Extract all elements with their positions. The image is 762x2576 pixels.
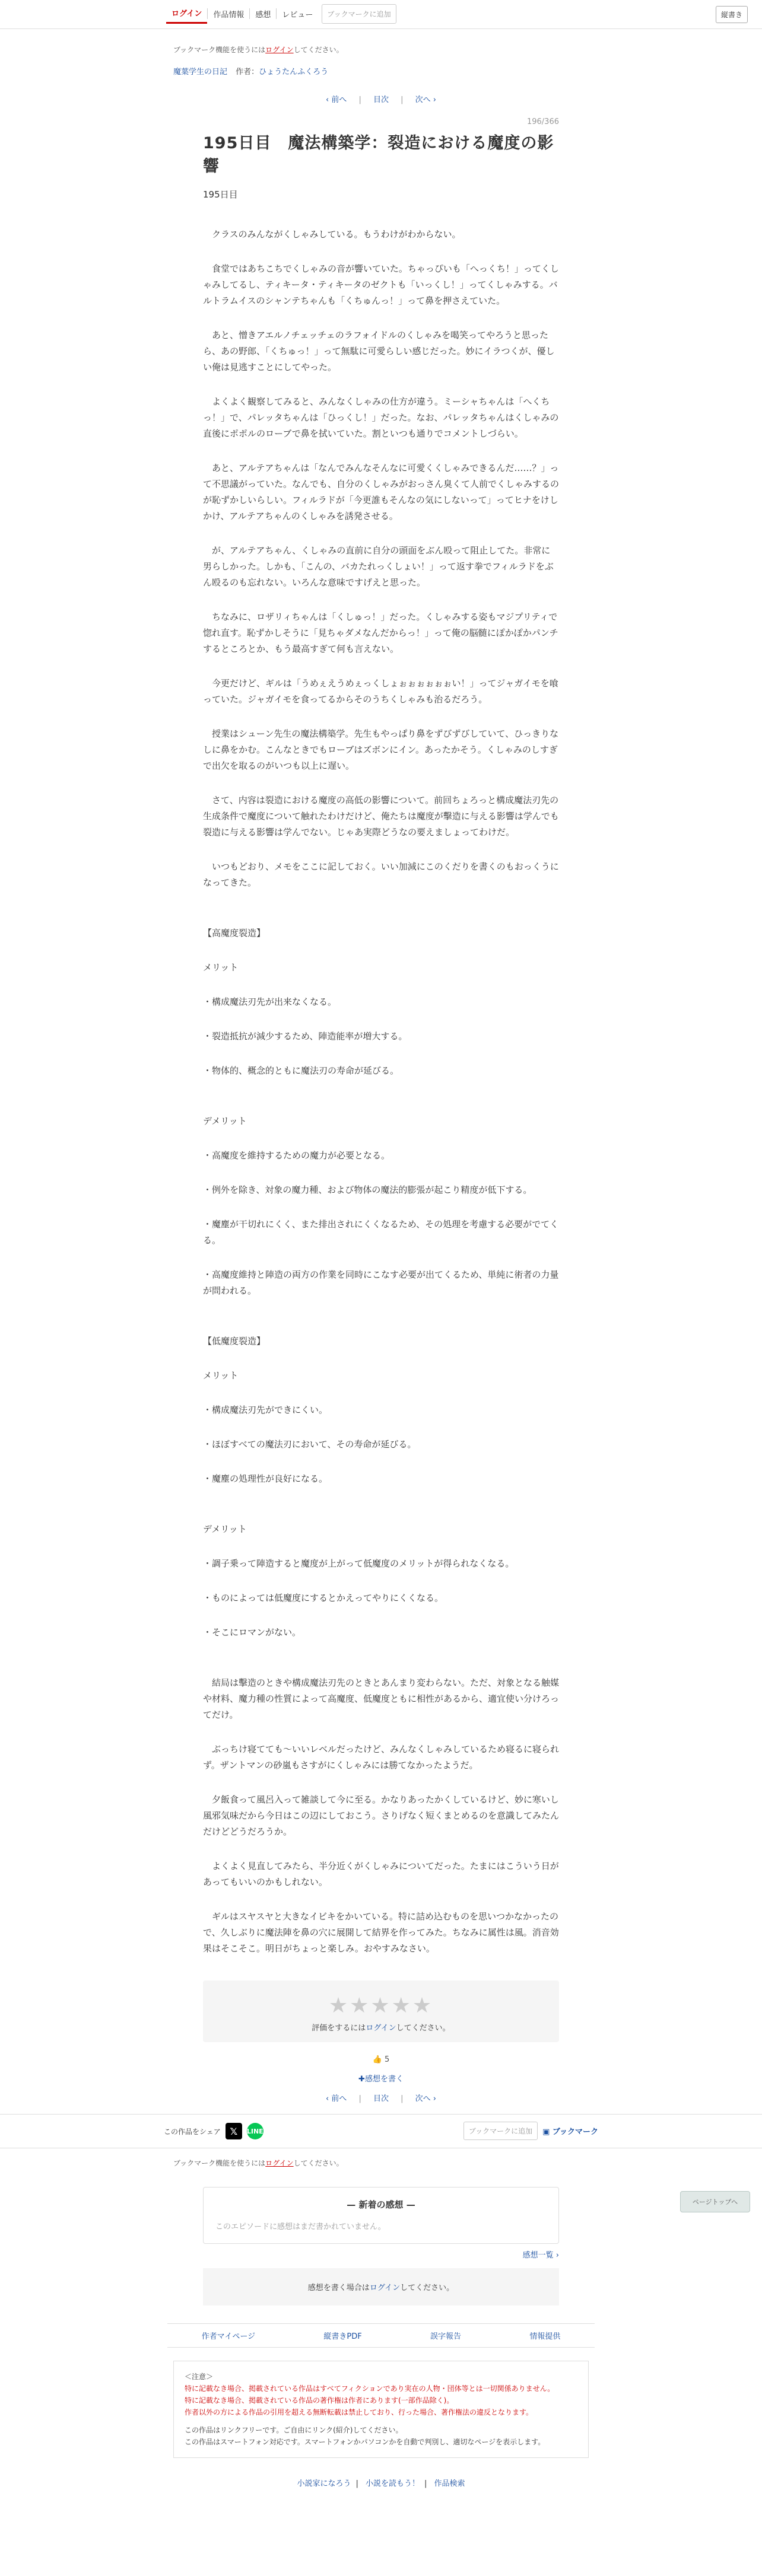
series-info (173, 65, 589, 77)
rating-box (203, 1980, 559, 2042)
body-paragraph: ・高魔度を維持するための魔力が必要となる。 (203, 1150, 390, 1161)
note-text: 感想を書く場合は (307, 2284, 370, 2292)
write-review-link[interactable]: ✚感想を書く (358, 2075, 404, 2084)
notice-line: この作品はスマートフォン対応です。スマートフォンかパソコンかを自動で判別し、適切なページを表示します。 (185, 2438, 545, 2446)
vertical-pdf-link[interactable]: 縦書きPDF (323, 2332, 362, 2341)
episode-body (203, 227, 559, 1957)
thumbs-up-icon: 👍 (372, 2055, 382, 2064)
next-link[interactable]: 次へ › (415, 2094, 437, 2103)
bookmark-login-note (173, 2158, 589, 2168)
note-text: ブックマーク機能を使うには (173, 2159, 266, 2167)
body-paragraph: ・高魔度維持と陣造の両方の作業を同時にこなす必要が出てくるため、単純に術者の力量が問われる。 (203, 1269, 559, 1296)
body-paragraph: 今更だけど、ギルは「うめぇえうめぇっくしょぉぉぉぉぉぉい！」ってジャガイモを喰っていた。ジャガイモを食ってるからそのうちくしゃみも治るだろう。 (203, 678, 558, 705)
body-paragraph: クラスのみんながくしゃみしている。もうわけがわからない。 (203, 229, 461, 240)
body-paragraph: ・構成魔法刃先が出来なくなる。 (203, 996, 337, 1007)
review-link[interactable]: レビュー (282, 10, 313, 20)
divider: | (401, 95, 404, 104)
body-paragraph: ・構成魔法刃先ができにくい。 (203, 1405, 328, 1415)
login-link[interactable]: ログイン (366, 2024, 396, 2033)
divider: | (401, 2094, 404, 2103)
body-paragraph: よくよく観察してみると、みんなくしゃみの仕方が違う。ミーシャちゃんは「へくちっ！」で、パレッタちゃんは「ひっくし！」だった。なお、パレッタちゃんはくしゃみの直後にポポルのローブで鼻を拭いていた。割といつも通りでコメントしづらい。 (203, 396, 559, 439)
impressions-box (203, 2187, 559, 2244)
bookmark-login-note (173, 44, 589, 55)
impressions-title-text: 新着の感想 (358, 2199, 404, 2210)
body-paragraph: ・調子乗って陣造すると魔度が上がって低魔度のメリットが得られなくなる。 (203, 1558, 515, 1569)
notice-line: 特に記載なき場合、掲載されている作品はすべてフィクションであり実在の人物・団体等とは一切関係ありません。 (185, 2384, 555, 2393)
share-bar (0, 2114, 762, 2148)
body-paragraph: ぶっちけ寝てても～いいレベルだったけど、みんなくしゃみしているため寝るに寝られず。ザントマンの砂嵐もさすがにくしゃみには勝てなかったようだ。 (203, 1744, 560, 1771)
note-text: してください。 (293, 2159, 344, 2167)
narou-link[interactable]: 小説家になろう (297, 2479, 351, 2488)
note-text: してください。 (293, 46, 344, 54)
bookmark-label: ブックマーク (552, 2128, 598, 2136)
divider: | (358, 95, 361, 104)
line-share-icon[interactable]: LINE (247, 2123, 263, 2139)
episode-subtitle: 195日目 (203, 189, 238, 200)
body-paragraph: デメリット (203, 1524, 247, 1534)
prev-link[interactable]: ‹ 前へ (325, 95, 347, 104)
body-paragraph: 結局は擊造のときや構成魔法刃先のときとあんまり変わらない。ただ、対象となる触媒や材料、魔力種の性質によって高魔度、低魔度ともに相性があるから、適宜使い分けろってだけ。 (203, 1677, 560, 1720)
page-top-label: ページトップへ (692, 2198, 738, 2206)
body-paragraph: 【高魔度裂造】 (203, 928, 266, 938)
body-paragraph: 食堂ではあちこちでくしゃみの音が響いていた。ちゃっぴいも「へっくち！」ってくしゃみしてるし、ティキータ・ティキータのゼクトも「いっくし！」ってくしゃみする。バルトラムイスのシャンテちゃんも「くちゅんっ！」って鼻を押さえていた。 (203, 263, 559, 306)
body-paragraph: ・物体的、概念的ともに魔法刃の寿命が延びる。 (203, 1065, 399, 1076)
typo-report-link[interactable]: 誤字報告 (430, 2332, 462, 2341)
episode-article (203, 117, 559, 1957)
vertical-writing-button[interactable]: 縦書き (716, 6, 748, 23)
share-label: この作品をシェア (164, 2127, 221, 2136)
pager-top (173, 93, 589, 104)
info-provide-link[interactable]: 情報提供 (529, 2332, 561, 2341)
login-link[interactable]: ログイン (265, 2159, 294, 2167)
x-share-icon[interactable]: 𝕏 (226, 2123, 242, 2139)
yomou-link[interactable]: 小説を読もう！ (365, 2479, 420, 2488)
login-link[interactable]: ログイン (369, 2284, 401, 2292)
impressions-link[interactable]: 感想 (255, 10, 271, 20)
bottom-links: 小説家になろう | 小説を読もう！ | 作品検索 (297, 2479, 465, 2488)
note-text: してください。 (396, 2024, 450, 2033)
notice-line: 特に記載なき場合、掲載されている作品の著作権は作者にあります(一部作品除く)。 (185, 2396, 454, 2405)
login-link[interactable]: ログイン (166, 4, 207, 24)
series-title-link[interactable]: 魔葉学生の日記 (173, 68, 228, 77)
prev-link[interactable]: ‹ 前へ (325, 2094, 347, 2103)
notice-line: この作品はリンクフリーです。ご自由にリンク(紹介)してください。 (185, 2426, 403, 2434)
body-paragraph: あと、憎きアエルノチェッチェのラフォイドルのくしゃみを喝笑ってやろうと思ったら、あの野郎、「くちゅっ！」って無駄に可愛らしい感じだった。妙にイラつくが、優しい俺は見逃すことにしてやった。 (203, 330, 555, 372)
notice-head: ＜注意＞ (185, 2373, 214, 2381)
body-paragraph: メリット (203, 962, 239, 973)
work-info-link[interactable]: 作品情報 (213, 10, 245, 20)
search-link[interactable]: 作品検索 (434, 2479, 465, 2488)
body-paragraph: 夕飯食って風呂入って雑談して今に至る。かなりあったかくしているけど、妙に寒いし風邪気味だから今日はこの辺にしておこう。さりげなく短くまとめるのを意識してみたんだけどどうだろうか。 (203, 1794, 560, 1837)
author-label: 作者： (236, 68, 259, 77)
body-paragraph: ギルはスヤスヤと大きなイビキをかいている。特に詰め込むものを思いつかなかったので、久しぶりに魔法陣を鼻の穴に展開して結界を作ってみた。ちなみに属性は風。消音効果はそこそこ。明日がちょっと楽しみ。おやすみなさい。 (203, 1911, 559, 1954)
body-paragraph: ちなみに、ロザリィちゃんは「くしゅっ！」だった。くしゃみする姿もマジプリティで惚れ直す。恥ずかしそうに「見ちゃダメなんだからっ！」って俺の脳髄にぽかぽかパンチするところとか、もう最高すぎて何も言えない。 (203, 612, 558, 654)
add-bookmark-button[interactable]: ブックマークに追加 (322, 4, 396, 24)
body-paragraph: あと、アルテアちゃんは「なんでみんなそんなに可愛くくしゃみできるんだ……？」って不思議がっていた。なんでも、自分のくしゃみがおっさん臭くて人前でくしゃみするのが恥ずかしいらしい。フィルラドが「今更誰もそんなの気にしないって」ってヒナをけしかけ、アルテアちゃんのくしゃみを誘発させる。 (203, 463, 560, 521)
impressions-empty: このエピソードに感想はまだ書かれていません。 (215, 2222, 386, 2231)
body-paragraph: 【低魔度裂造】 (203, 1336, 266, 1346)
body-paragraph: ・魔塵の処理性が良好になる。 (203, 1473, 328, 1484)
body-paragraph: 授業はシューン先生の魔法構築学。先生もやっぱり鼻をずびずびしていて、ひっきりなしに鼻をかむ。こんなときでもローブはズボンにイン。あったかそう。くしゃみのしすぎで出欠を取るのがいつも以上に遅い。 (203, 728, 559, 771)
body-paragraph: よくよく見直してみたら、半分近くがくしゃみについてだった。たまにはこういう日があってもいいのかもしれない。 (203, 1861, 559, 1887)
impressions-login-box (203, 2268, 559, 2306)
page-number: 196/366 (526, 117, 559, 126)
body-paragraph: いつもどおり、メモをここに記しておく。いい加減にこのくだりを書くのもおっくうになってきた。 (203, 861, 559, 888)
body-paragraph: さて、内容は裂造における魔度の高低の影響について。前回ちょろっと構成魔法刃先の生成条件で魔度について触れたわけだけど、俺たちは魔度が擊造に与える影響は学んでも裂造に与える影響は学んでない。じゃあ実際どうなの要えましょってわけだ。 (203, 795, 559, 838)
note-text: してください。 (400, 2284, 455, 2292)
like-count: 5 (385, 2055, 390, 2064)
note-text: 評価をするには (312, 2024, 366, 2033)
body-paragraph: メリット (203, 1370, 239, 1381)
next-link[interactable]: 次へ › (415, 95, 437, 104)
toc-link[interactable]: 目次 (373, 2094, 389, 2103)
like-button[interactable] (0, 2055, 762, 2064)
notice-box (173, 2361, 589, 2458)
author-info (236, 68, 328, 77)
body-paragraph: ・そこにロマンがない。 (203, 1627, 301, 1638)
rating-stars[interactable]: ★★★★★ (328, 1994, 434, 2018)
bookmark-link[interactable]: ▣ ブックマーク (542, 2128, 598, 2136)
add-bookmark-button[interactable]: ブックマークに追加 (463, 2122, 538, 2140)
author-link[interactable]: ひょうたんふくろう (259, 68, 329, 77)
author-page-link[interactable]: 作者マイページ (201, 2332, 256, 2341)
body-paragraph: ・魔塵が干切れにくく、また排出されにくくなるため、その処理を考慮する必要がでてくる。 (203, 1219, 559, 1246)
pager-bottom (0, 2092, 762, 2103)
body-paragraph: ・ものによっては低魔度にするとかえってやりにくくなる。 (203, 1593, 444, 1603)
notice-line: 作者以外の方による作品の引用を超える無断転載は禁止しており、行った場合、著作権法の違反となります。 (185, 2408, 534, 2416)
login-link[interactable]: ログイン (265, 46, 294, 54)
body-paragraph: ・ほぼすべての魔法刃において、その寿命が延びる。 (203, 1439, 417, 1450)
spacer (185, 2418, 577, 2424)
note-text: ブックマーク機能を使うには (173, 46, 266, 54)
impressions-list-link-wrap (203, 2249, 559, 2260)
episode-title: 195日目 魔法構築学：裂造における魔度の影響 (203, 134, 554, 176)
body-paragraph: デメリット (203, 1116, 247, 1126)
top-bar (0, 0, 762, 29)
page-top-button[interactable] (680, 2191, 750, 2212)
body-paragraph: ・例外を除き、対象の魔力種、および物体の魔法的膨張が起こり精度が低下する。 (203, 1184, 532, 1195)
body-paragraph: ・裂造抵抗が減少するため、陣造能率が増大する。 (203, 1031, 408, 1042)
divider: | (358, 2094, 361, 2103)
impressions-title: — 新着の感想 — (347, 2199, 415, 2210)
rating-note (203, 2021, 559, 2033)
toc-link[interactable]: 目次 (373, 95, 389, 104)
body-paragraph: が、アルテアちゃん、くしゃみの直前に自分の頭面をぶん殴って阻止してた。非常に男らしかった。しかも、「こんの、バカたれっくしょい！」って返す拳でフィルラドをぶん殴るのも忘れない。いろんな意味ですげえと思った。 (203, 545, 554, 588)
footer-links (167, 2323, 595, 2348)
impressions-list-link[interactable]: 感想一覧 › (522, 2251, 559, 2260)
